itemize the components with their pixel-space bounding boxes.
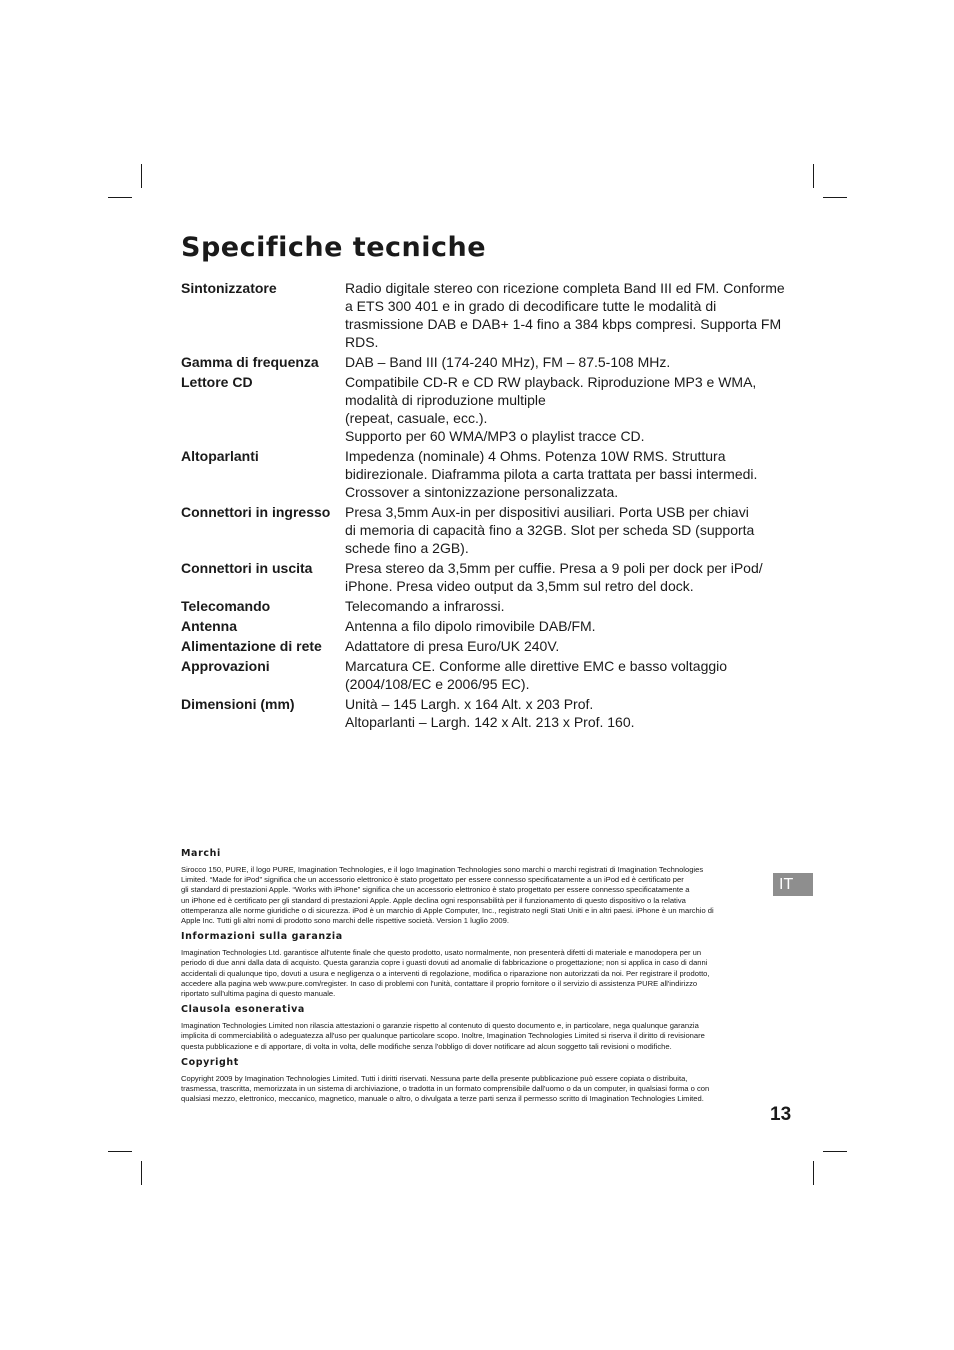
legal-heading: Marchi	[181, 848, 221, 859]
legal-paragraph	[181, 1074, 771, 1105]
spec-value-line: Altoparlanti – Largh. 142 x Alt. 213 x Prof. 160.	[345, 714, 635, 730]
spec-value-line: di memoria di capacità fino a 32GB. Slot per scheda SD (supporta	[345, 522, 755, 538]
legal-line: ottemperanza alle norme giuridiche o di sicurezza. iPod è un marchio di Apple Computer, Inc., registrato negli Stati Uniti e in altri paesi. iPhone è un marchio di	[181, 905, 714, 915]
spec-row	[181, 597, 781, 615]
spec-value-line: Compatibile CD-R e CD RW playback. Riproduzione MP3 e WMA,	[345, 374, 757, 390]
spec-label: Connettori in uscita	[181, 560, 313, 576]
legal-line: Imagination Technologies Limited non rilascia attestazioni o garanzie rispetto al contenuto di questo documento e, in particolare, nega qualunque garanzia	[181, 1021, 699, 1031]
spec-value-line: (repeat, casuale, ecc.).	[345, 410, 488, 426]
spec-label: Connettori in ingresso	[181, 504, 331, 520]
legal-paragraph	[181, 865, 771, 926]
legal-line: Copyright 2009 by Imagination Technologies Limited. Tutti i diritti riservati. Nessuna parte della presente pubblicazione può essere copiata o distribuita,	[181, 1073, 688, 1083]
legal-line: un iPhone ed è certificato per gli standard di prestazioni Apple. Apple declina ogni responsabilità per il funzionamento di questo dispositivo o la relativa	[181, 895, 686, 905]
spec-value	[345, 559, 781, 595]
spec-label: Antenna	[181, 618, 237, 634]
spec-row	[181, 373, 781, 445]
legal-line: Limited. “Made for iPod” significa che un accessorio elettronico è stato progettato per essere connesso specificatamente a un iPod ed è certificato per	[181, 875, 684, 885]
spec-value-line: Telecomando a infrarossi.	[345, 598, 505, 614]
legal-notes	[181, 848, 771, 1109]
spec-label: Approvazioni	[181, 658, 270, 674]
spec-value	[345, 373, 781, 445]
spec-row	[181, 447, 781, 501]
legal-line: accedere alla pagina web www.pure.com/register. In caso di problemi con l'unità, contattare il proprio fornitore o il servizio di assistenza PURE all'indirizzo	[181, 978, 698, 988]
legal-line: Sirocco 150, PURE, il logo PURE, Imagination Technologies, e il logo Imagination Technologies sono marchi o marchi registrati di Imagination Technologies	[181, 865, 704, 874]
spec-value-line: Adattatore di presa Euro/UK 240V.	[345, 638, 560, 654]
crop-mark	[813, 164, 814, 188]
legal-paragraph	[181, 948, 771, 999]
spec-value	[345, 353, 781, 371]
legal-line: qualsiasi mezzo, elettronico, meccanico, magnetico, manuale o altro, o divulgata a terze parti senza il permesso scritto di Imagination Technologies Limited.	[181, 1094, 704, 1104]
spec-value-line: Supporto per 60 WMA/MP3 o playlist tracce CD.	[345, 428, 645, 444]
spec-value	[345, 503, 781, 557]
spec-label: Dimensioni (mm)	[181, 696, 295, 712]
legal-heading: Clausola esonerativa	[181, 1004, 305, 1016]
legal-line: implicita di commerciabilità o adeguatezza all'uso per qualunque particolare scopo. Inoltre, Imagination Technologies Limited si riserva il diritto di revisionare	[181, 1031, 705, 1041]
legal-heading: Informazioni sulla garanzia	[181, 931, 343, 943]
spec-table	[181, 279, 785, 733]
spec-value-line: Unità – 145 Largh. x 164 Alt. x 203 Prof.	[345, 696, 594, 712]
spec-value-line: Antenna a filo dipolo rimovibile DAB/FM.	[345, 618, 596, 634]
spec-row	[181, 353, 781, 371]
spec-value-line: Crossover a sintonizzazione personalizzata.	[345, 484, 619, 500]
spec-value-line: Radio digitale stereo con ricezione completa Band III ed FM. Conforme	[345, 280, 785, 296]
crop-mark	[823, 197, 847, 198]
spec-value-line: Impedenza (nominale) 4 Ohms. Potenza 10W RMS. Struttura	[345, 448, 726, 464]
language-tab: IT	[773, 873, 813, 896]
spec-row	[181, 617, 781, 635]
crop-mark	[823, 1151, 847, 1152]
spec-label: Gamma di frequenza	[181, 354, 319, 370]
spec-value-line: (2004/108/EC e 2006/95 EC).	[345, 676, 530, 692]
spec-value-line: bidirezionale. Diaframma pilota a carta trattata per bassi intermedi.	[345, 466, 758, 482]
spec-row	[181, 279, 785, 351]
spec-label: Lettore CD	[181, 374, 253, 390]
spec-value-line: schede fino a 2GB).	[345, 540, 469, 556]
legal-paragraph	[181, 1021, 771, 1052]
page-number: 13	[770, 1104, 792, 1125]
crop-mark	[141, 164, 142, 188]
spec-row	[181, 559, 781, 595]
spec-value	[345, 657, 781, 693]
spec-value	[345, 597, 781, 615]
spec-value	[345, 617, 781, 635]
spec-value-line: trasmissione DAB e DAB+ 1-4 fino a 384 kbps compresi. Supporta FM	[345, 316, 782, 332]
spec-value-line: modalità di riproduzione multiple	[345, 392, 546, 408]
legal-line: trasmessa, trascritta, memorizzata in un sistema di archiviazione, o tradotta in un formato comprensibile dall'uomo o da un computer, in qualsiasi forma o con	[181, 1084, 710, 1094]
spec-row	[181, 637, 781, 655]
legal-line: questa pubblicazione e di apportare, di volta in volta, delle modifiche senza l'obbligo di dover notificare ad alcun soggetto tali revisioni o modifiche.	[181, 1041, 672, 1051]
spec-value-line: Presa stereo da 3,5mm per cuffie. Presa a 9 poli per dock per iPod/	[345, 560, 763, 576]
spec-value-line: Marcatura CE. Conforme alle direttive EMC e basso voltaggio	[345, 658, 728, 674]
spec-value	[345, 279, 785, 351]
crop-mark	[108, 1151, 132, 1152]
spec-value-line: a ETS 300 401 e in grado di decodificare tutte le modalità di	[345, 298, 717, 314]
legal-line: gli standard di prestazioni Apple. “Works with iPhone” significa che un accessorio elettronico è stato progettato per essere connesso specificatamente a	[181, 885, 690, 895]
spec-label: Alimentazione di rete	[181, 638, 322, 654]
spec-value-line: iPhone. Presa video output da 3,5mm sul retro del dock.	[345, 578, 694, 594]
crop-mark	[108, 197, 132, 198]
spec-label: Altoparlanti	[181, 448, 259, 464]
legal-heading: Copyright	[181, 1056, 239, 1068]
spec-value-line: Presa 3,5mm Aux-in per dispositivi ausiliari. Porta USB per chiavi	[345, 504, 749, 520]
spec-row	[181, 657, 781, 693]
spec-label: Telecomando	[181, 598, 271, 614]
spec-row	[181, 695, 781, 731]
legal-line: Apple Inc. Tutti gli altri nomi di prodotto sono marchi delle rispettive società. Version 1 luglio 2009.	[181, 916, 509, 926]
spec-value-line: RDS.	[345, 334, 379, 350]
page-title: Specifiche tecniche	[181, 232, 487, 263]
spec-value	[345, 637, 781, 655]
legal-line: accidentali di qualunque tipo, dovuti a usura e negligenza o a interventi di regolazione, modifica o riparazione non autorizzati da noi. Per registrare il prodotto,	[181, 968, 710, 978]
crop-mark	[813, 1161, 814, 1185]
spec-row	[181, 503, 781, 557]
spec-value	[345, 447, 781, 501]
spec-value-line: DAB – Band III (174-240 MHz), FM – 87.5-108 MHz.	[345, 354, 671, 370]
legal-line: periodo di due anni dalla data di acquisto. Questa garanzia copre i guasti dovuti ad anomalie di fabbricazione o progettazione; non si applica in caso di danni	[181, 958, 708, 968]
legal-line: Imagination Technologies Ltd. garantisce all'utente finale che questo prodotto, usato normalmente, non presenterà difetti di materiale e manodopera per un	[181, 948, 702, 958]
spec-value	[345, 695, 781, 731]
crop-mark	[141, 1161, 142, 1185]
legal-line: riportato sull'ultima pagina di questo manuale.	[181, 989, 336, 999]
spec-label: Sintonizzatore	[181, 280, 277, 296]
